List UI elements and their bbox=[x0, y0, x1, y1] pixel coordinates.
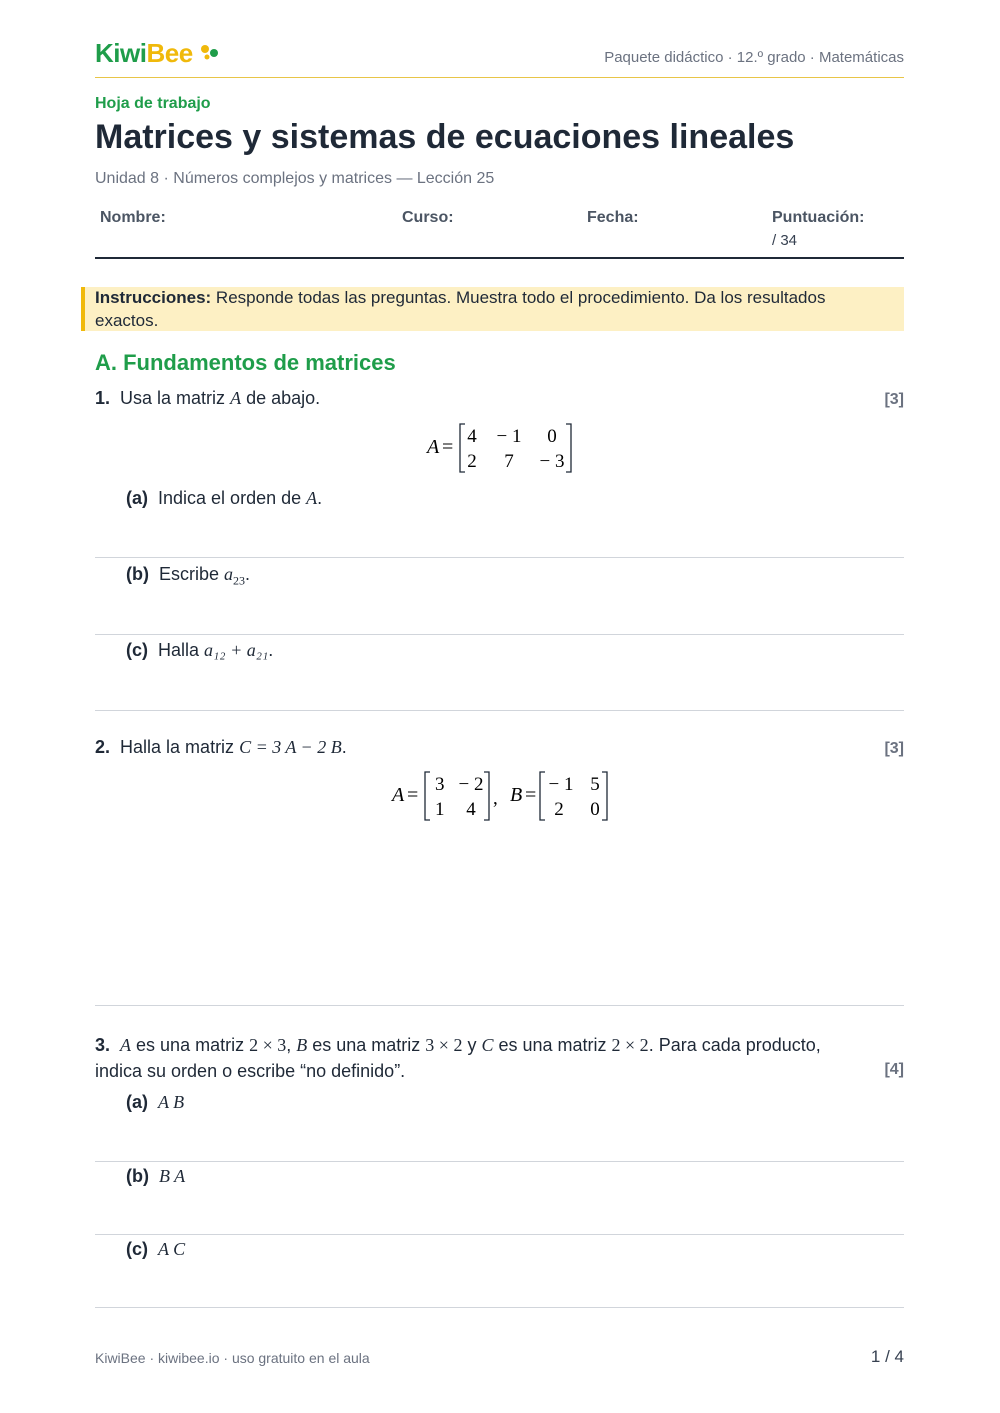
question-3-part-c bbox=[126, 1239, 185, 1260]
question-1-part-c bbox=[126, 640, 273, 661]
matrix-a-q1-cell: 4 bbox=[467, 426, 477, 447]
question-1-marks: [3] bbox=[884, 391, 904, 408]
question-2-marks: [3] bbox=[884, 740, 904, 757]
question-1-prompt bbox=[95, 388, 320, 409]
matrix-a-q2-left-bracket bbox=[425, 772, 430, 820]
question-2-number: 2. bbox=[95, 737, 111, 757]
section-title-a: A. Fundamentos de matrices bbox=[95, 350, 396, 375]
question-2-prompt bbox=[95, 737, 347, 758]
matrix-a-q1-cell: 0 bbox=[547, 426, 557, 447]
answer-line bbox=[95, 1307, 904, 1308]
brand-logo bbox=[95, 38, 193, 68]
part-math-expr: a₁₂ + a₂₁ bbox=[204, 640, 269, 660]
question-3-var-c: C bbox=[481, 1035, 494, 1055]
matrix-a-q1 bbox=[420, 420, 590, 476]
question-1-part-b bbox=[126, 564, 250, 589]
answer-line bbox=[95, 1234, 904, 1235]
part-text: Indica el orden de bbox=[158, 488, 307, 508]
answer-line bbox=[95, 634, 904, 635]
question-3-marks: [4] bbox=[884, 1061, 904, 1078]
question-3-text: , bbox=[286, 1035, 297, 1055]
score-field-label: Puntuación: bbox=[772, 209, 865, 226]
brand-logo-kiwi: Kiwi bbox=[95, 38, 147, 68]
matrix-b-q2-left-bracket bbox=[540, 772, 545, 820]
question-3-text: es una matriz bbox=[493, 1035, 612, 1055]
part-math: A bbox=[306, 488, 318, 508]
question-1-part-a bbox=[126, 488, 322, 509]
answer-line bbox=[95, 1161, 904, 1162]
question-3-dim: 2 × 2 bbox=[611, 1035, 649, 1055]
part-math: A B bbox=[158, 1092, 185, 1112]
name-field-label: Nombre: bbox=[100, 209, 166, 226]
matrix-a-q1-right-bracket bbox=[566, 424, 571, 472]
matrix-b-q2-cell: 2 bbox=[554, 799, 564, 820]
matrix-a-q1-left-bracket bbox=[460, 424, 465, 472]
matrix-b-q2-cell: 0 bbox=[590, 799, 600, 820]
part-label: (a) bbox=[126, 1092, 148, 1112]
matrix-a-q2-cell: 3 bbox=[435, 774, 445, 795]
date-field-label: Fecha: bbox=[587, 209, 639, 226]
question-2-text-after: . bbox=[341, 737, 347, 757]
part-math: A C bbox=[158, 1239, 186, 1259]
part-label: (b) bbox=[126, 564, 149, 584]
matrix-b-q2-equals: = bbox=[525, 784, 537, 806]
part-label: (c) bbox=[126, 1239, 148, 1259]
question-3-text: . Para cada producto, bbox=[648, 1035, 821, 1055]
page-title: Matrices y sistemas de ecuaciones lineales bbox=[95, 118, 795, 156]
answer-line bbox=[95, 710, 904, 711]
matrix-b-q2-right-bracket bbox=[602, 772, 607, 820]
question-3-text-line2: indica su orden o escribe “no definido”. bbox=[95, 1061, 406, 1081]
matrix-a-q2-cell: − 2 bbox=[458, 774, 484, 795]
score-total: / 34 bbox=[772, 232, 798, 249]
matrix-a-q1-cell: 7 bbox=[504, 451, 514, 472]
brand-logo-bee: Bee bbox=[146, 38, 193, 68]
question-3-part-a bbox=[126, 1092, 184, 1113]
answer-line bbox=[95, 557, 904, 558]
matrix-b-q2-cell: − 1 bbox=[548, 774, 574, 795]
matrices-q2 bbox=[385, 768, 620, 824]
question-1-text-after: de abajo. bbox=[241, 388, 321, 408]
matrix-q2-comma: , bbox=[493, 788, 498, 809]
part-suffix: . bbox=[317, 488, 323, 508]
part-suffix: . bbox=[268, 640, 274, 660]
question-3-text: es una matriz bbox=[307, 1035, 426, 1055]
question-2-expr: C = 3 A − 2 B bbox=[239, 737, 342, 757]
bee-dots-icon bbox=[200, 44, 220, 60]
question-3-part-b bbox=[126, 1166, 185, 1187]
matrix-a-q2-equals: = bbox=[407, 784, 419, 806]
matrix-a-q2-cell: 4 bbox=[466, 799, 476, 820]
question-3-dim: 3 × 2 bbox=[425, 1035, 463, 1055]
answer-line bbox=[95, 1005, 904, 1006]
instructions-text bbox=[95, 286, 885, 332]
footer-credit: KiwiBee · kiwibee.io · uso gratuito en el aula bbox=[95, 1350, 370, 1366]
matrix-a-q1-cell: − 1 bbox=[496, 426, 522, 447]
instructions-body: Responde todas las preguntas. Muestra todo el procedimiento. Da los resultados exactos. bbox=[95, 288, 826, 330]
worksheet-kicker: Hoja de trabajo bbox=[95, 95, 211, 112]
matrix-a-q2-cell: 1 bbox=[435, 799, 445, 820]
matrix-b-q2-name: B bbox=[510, 784, 523, 806]
part-text: Escribe bbox=[159, 564, 225, 584]
part-text: Halla bbox=[158, 640, 205, 660]
question-1-var: A bbox=[230, 388, 242, 408]
matrix-a-q1-cell: − 3 bbox=[539, 451, 565, 472]
question-3-dim: 2 × 3 bbox=[249, 1035, 287, 1055]
question-1-text-before: Usa la matriz bbox=[120, 388, 231, 408]
matrix-a-q2-right-bracket bbox=[484, 772, 489, 820]
info-divider bbox=[95, 257, 904, 259]
instructions-label: Instrucciones: bbox=[95, 288, 212, 307]
question-3-var-b: B bbox=[296, 1035, 308, 1055]
part-math: B A bbox=[159, 1166, 186, 1186]
part-suffix: . bbox=[245, 564, 251, 584]
question-3-text: es una matriz bbox=[131, 1035, 250, 1055]
part-label: (a) bbox=[126, 488, 148, 508]
matrix-a-q1-cell: 2 bbox=[467, 451, 477, 472]
header-meta: Paquete didáctico · 12.º grado · Matemáticas bbox=[604, 49, 904, 66]
question-3-prompt bbox=[95, 1032, 895, 1084]
question-3-text: y bbox=[462, 1035, 482, 1055]
matrix-a-q2-name: A bbox=[392, 784, 405, 806]
page-number: 1 / 4 bbox=[870, 1347, 904, 1366]
matrix-a-q1-equals: = bbox=[442, 436, 454, 458]
page-subtitle: Unidad 8 · Números complejos y matrices — Lección 25 bbox=[95, 170, 495, 187]
question-3-var-a: A bbox=[120, 1035, 132, 1055]
question-2-text-before: Halla la matriz bbox=[120, 737, 240, 757]
question-3-number: 3. bbox=[95, 1035, 111, 1055]
part-label: (c) bbox=[126, 640, 148, 660]
part-label: (b) bbox=[126, 1166, 149, 1186]
matrix-a-q1-name: A bbox=[427, 436, 440, 458]
matrix-b-q2-cell: 5 bbox=[590, 774, 600, 795]
question-1-number: 1. bbox=[95, 388, 111, 408]
part-math-sub: 23 bbox=[233, 573, 246, 588]
part-math-base: a bbox=[224, 564, 234, 584]
header-divider bbox=[95, 77, 904, 78]
course-field-label: Curso: bbox=[402, 209, 454, 226]
